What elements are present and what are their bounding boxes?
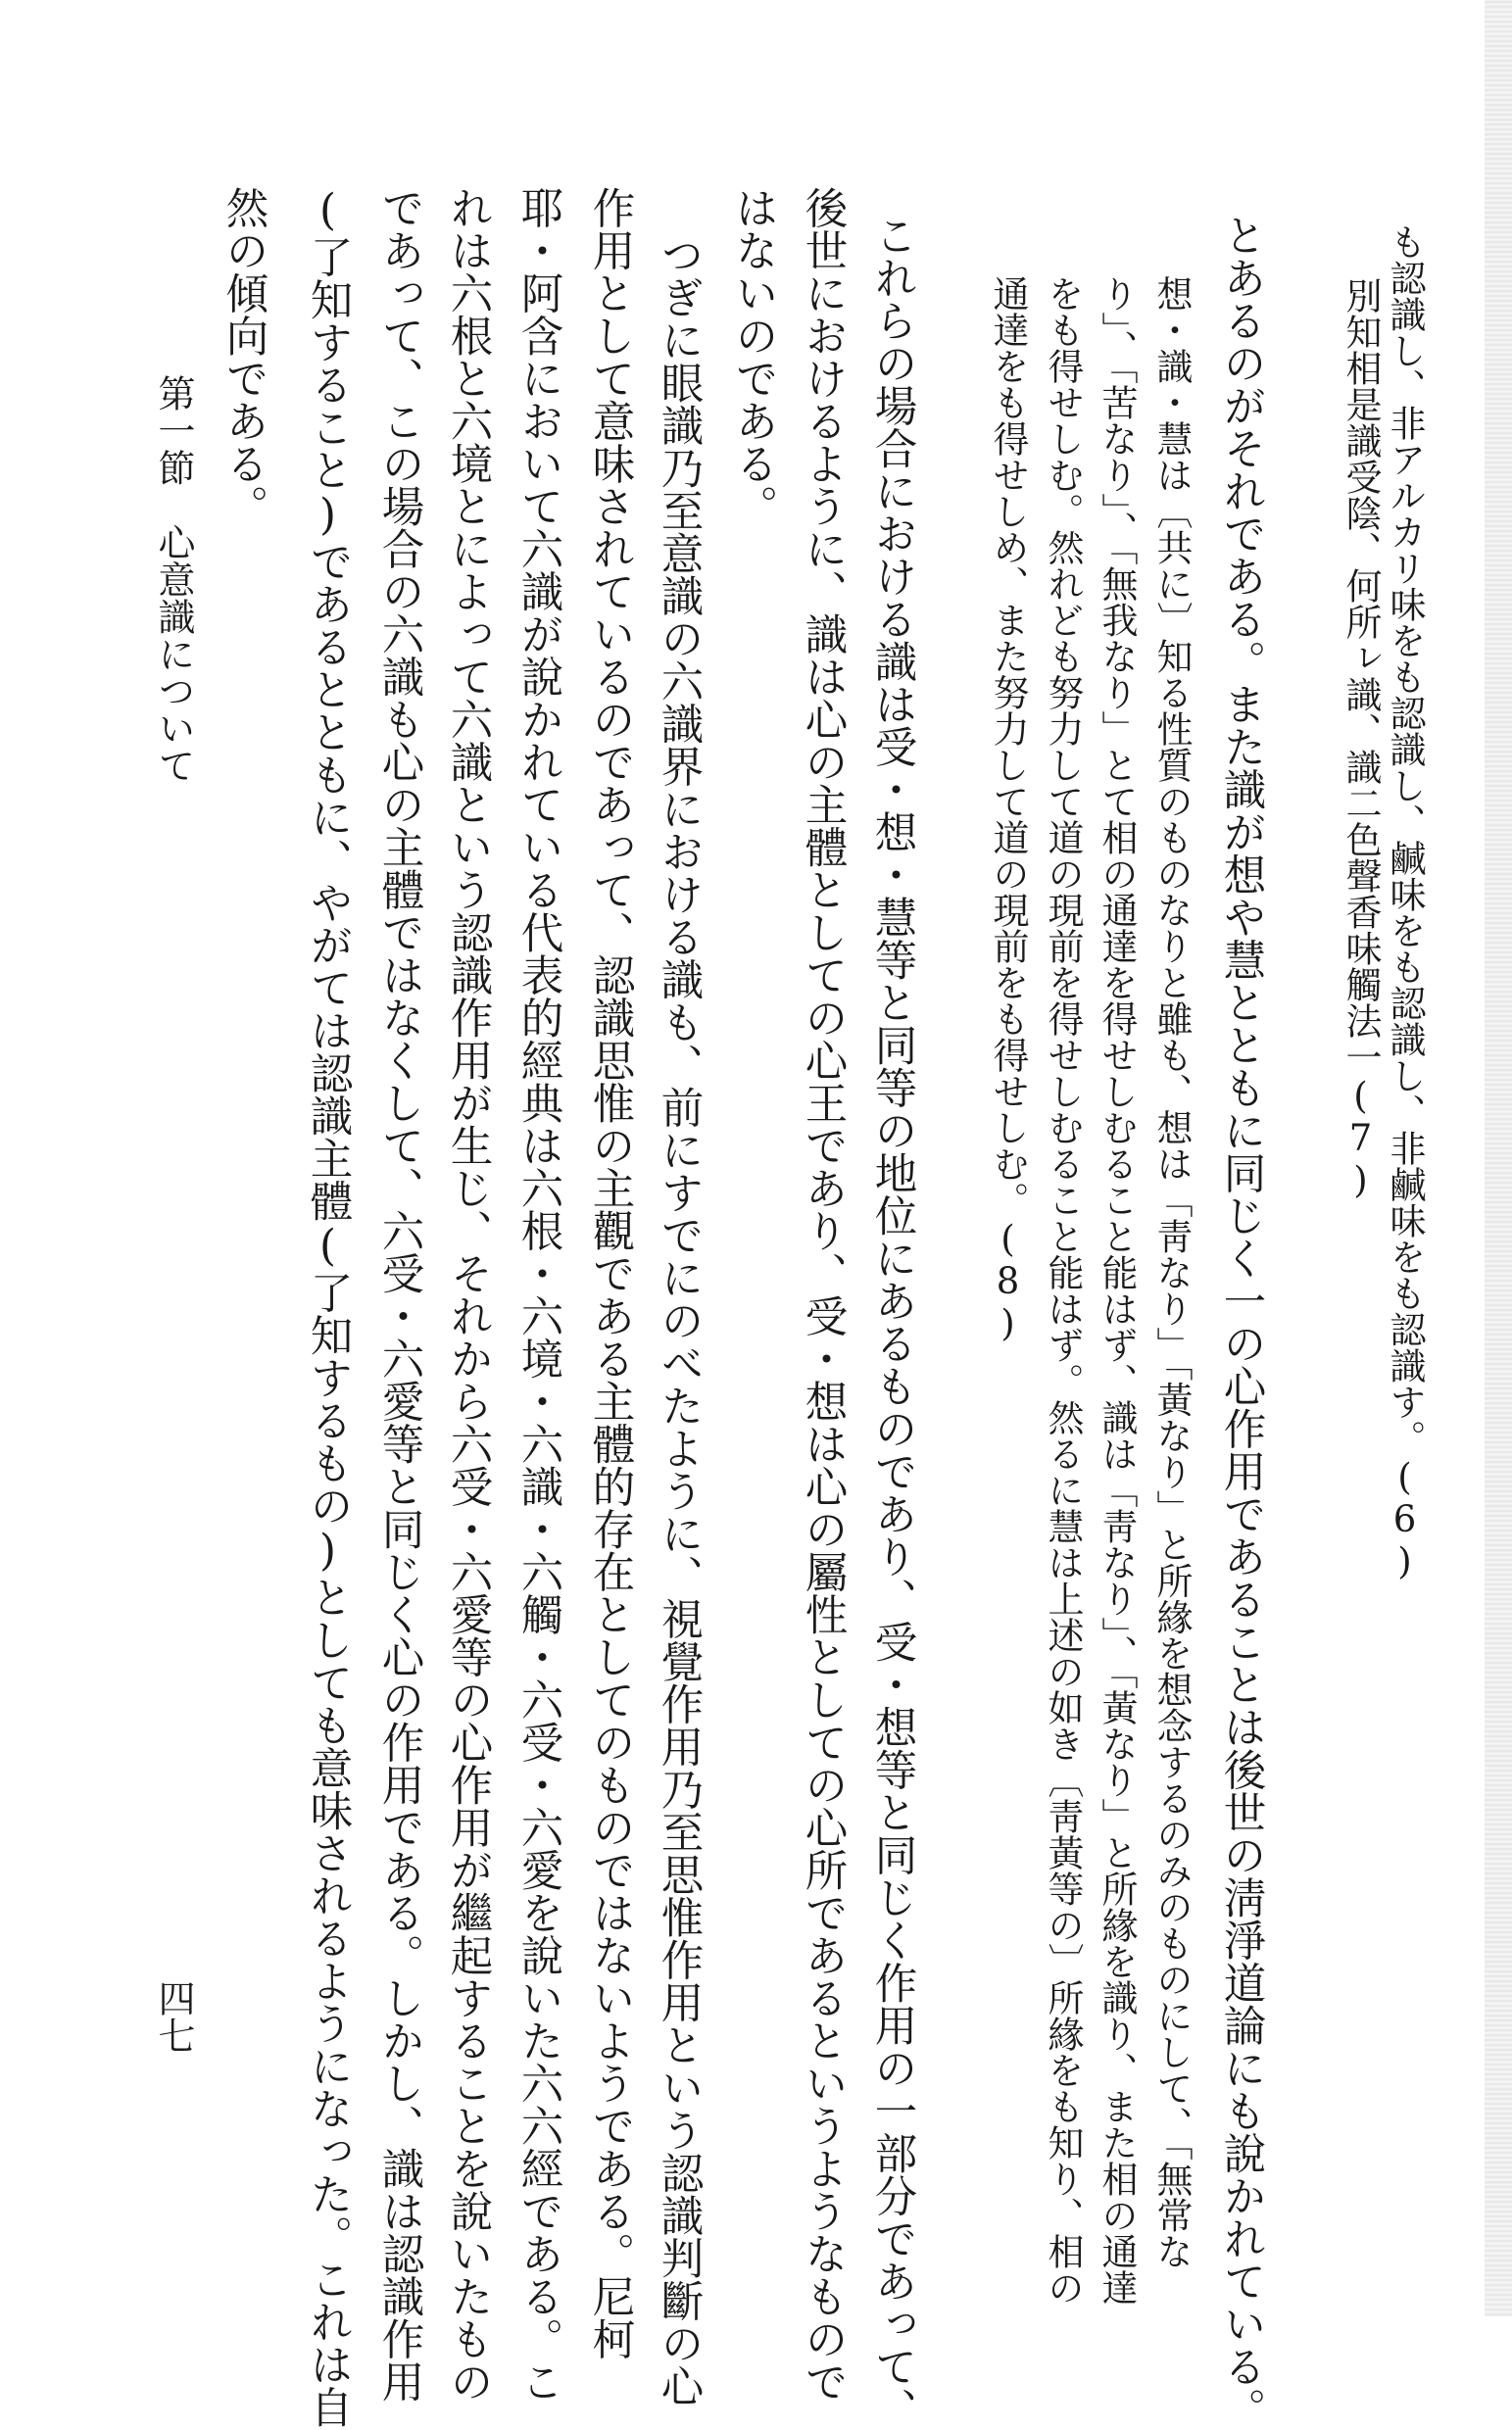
running-footer-section: 第一節 心意識について [152,374,195,784]
text-column-2: 別知相是識受陰、何所ㇾ識、識二色聲香味觸法一(7) [1340,277,1382,1201]
text-column-7: 通達をも得せしめ、また努力して道の現前をも得せしむ。(8) [987,275,1029,1344]
text-column-12: 作用として意味されているのであって、認識思惟の主觀である主體的存在としてのものではないようである。尼柯 [585,186,635,2360]
text-column-14: れは六根と六境とによって六識という認識作用が生じ、それから六受・六愛等の心作用が繼起することを說いたもの [443,186,493,2403]
text-column-4: 想・識・慧は〔共に〕知る性質のものなりと雖も、想は「靑なり」「黃なり」と所緣を想念するのみのものにして、「無常な [1150,275,1193,2269]
text-column-10: はないのである。 [728,186,778,527]
text-column-9: 後世におけるように、識は心の主體としての心王であり、受・想は心の屬性としての心所であるというようなもので [798,186,848,2403]
text-column-16: (了知すること)であるとともに、やがては認識主體(了知するもの)としても意味されるようになった。これは自 [303,186,353,2428]
text-column-3: とあるのがそれである。また識が想や慧とともに同じく一の心作用であることは後世の淸淨道論にも說かれている。 [1216,214,1266,2430]
scan-edge-noise [1485,0,1512,2316]
text-column-1: も認識し、非アルカリ味をも認識し、鹹味をも認識し、非鹹味をも認識す。(6) [1384,223,1426,1582]
text-column-17: 然の傾向である。 [219,186,268,527]
text-column-5: り」、「苦なり」、「無我なり」とて相の通達を得せしむること能はず、識は「靑なり」、「黃なり」と所緣を識り、また相の通達 [1096,275,1138,2306]
text-column-15: であって、この場合の六識も心の主體ではなくして、六受・六愛等と同じく心の作用である。しかし、識は認識作用 [374,186,424,2403]
text-column-8: これらの場合における識は受・想・慧等と同等の地位にあるものであり、受・想等と同じく作用の一部分であって、 [867,214,917,2430]
text-column-6: をも得せしむ。然れども努力して道の現前を得せしむること能はず。然るに慧は上述の如き〔靑黃等の〕所緣をも知り、相の [1042,275,1084,2306]
text-column-11: つぎに眼識乃至意識の六識界における識も、前にすでにのべたように、視覺作用乃至思惟作用という認識判斷の心 [654,233,704,2407]
text-column-13: 耶・阿含において六識が說かれている代表的經典は六根・六境・六識・六觸・六受・六愛を說いた六六經である。こ [513,186,563,2403]
page-number: 四七 [152,1979,195,2054]
